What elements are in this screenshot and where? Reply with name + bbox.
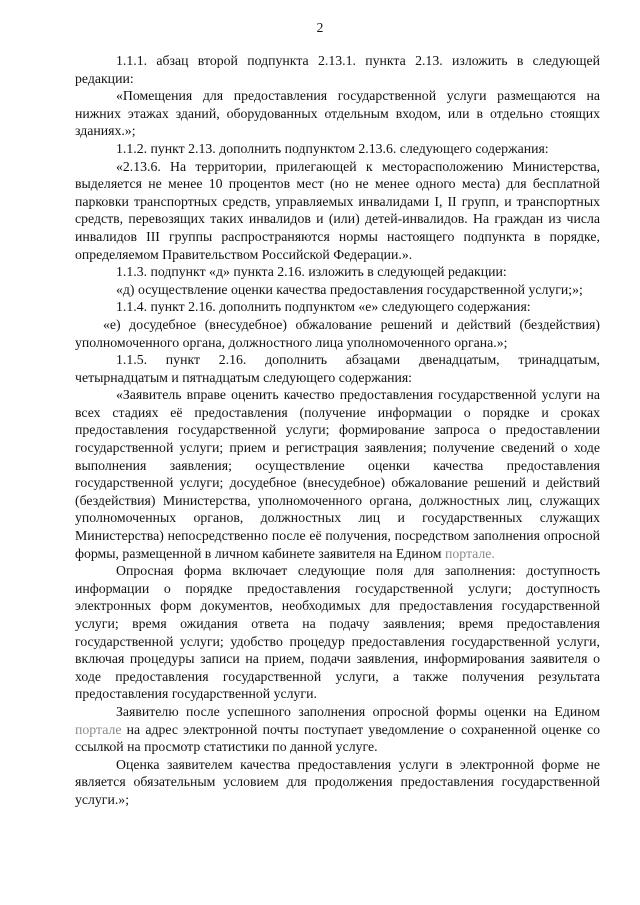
document-body bbox=[75, 52, 600, 809]
paragraph: «Помещения для предоставления государственной услуги размещаются на нижних этажах зданий, оборудованных отдельным входом, или в отдельно стоящих зданиях.»; bbox=[75, 88, 600, 139]
paragraph-text: Заявителю после успешного заполнения опросной формы оценки на Едином bbox=[116, 703, 600, 719]
paragraph: 1.1.2. пункт 2.13. дополнить подпунктом 2.13.6. следующего содержания: bbox=[116, 140, 549, 156]
paragraph: 1.1.4. пункт 2.16. дополнить подпунктом «е» следующего содержания: bbox=[116, 299, 531, 315]
page-number: 2 bbox=[316, 20, 324, 35]
paragraph: «2.13.6. На территории, прилегающей к месторасположению Министерства, выделяется не менее 10 процентов мест (но не менее одного места) для бесплатной парковки транспортных средств, управляемых инвалидами I, II групп, и транспортных средств, перевозящих таких инвалидов и (или) детей-инвалидов. На граждан из числа инвалидов III группы распространяются нормы настоящего подпункта в порядке, определяемом Правительством Российской Федерации.». bbox=[75, 158, 600, 262]
paragraph: 1.1.5. пункт 2.16. дополнить абзацами двенадцатым, тринадцатым, четырнадцатым и пятнадцатым следующего содержания: bbox=[75, 352, 600, 385]
paragraph-text: на адрес электронной почты поступает уведомление о сохраненной оценке со ссылкой на просмотр статистики по данной услуге. bbox=[75, 721, 601, 755]
faded-word: портале. bbox=[444, 545, 495, 561]
paragraph: 1.1.1. абзац второй подпункта 2.13.1. пункта 2.13. изложить в следующей редакции: bbox=[75, 53, 600, 86]
paragraph: Опросная форма включает следующие поля для заполнения: доступность информации о порядке предоставления государственной услуги; доступность электронных форм документов, необходимых для предоставления государственной услуги; время ожидания ответа на подачу заявления; время предоставления государственной услуги; удобство процедур предоставления государственной услуги, включая процедуры записи на прием, подачи заявления, информирования заявителя о ходе предоставления государственной услуги, а также получения результата предоставления государственной услуги. bbox=[75, 563, 600, 702]
paragraph-with-faded-word bbox=[75, 703, 600, 756]
paragraph: Оценка заявителем качества предоставления услуги в электронной форме не является обязательным условием для продолжения предоставления государственной услуги.»; bbox=[75, 756, 600, 807]
paragraph-with-faded-word bbox=[75, 386, 600, 562]
paragraph: 1.1.3. подпункт «д» пункта 2.16. изложить в следующей редакции: bbox=[116, 264, 507, 280]
paragraph: «е) досудебное (внесудебное) обжалование решений и действий (бездействия) уполномоченного органа, должностного лица уполномоченного органа.»; bbox=[75, 316, 600, 350]
faded-word: портале bbox=[75, 721, 122, 737]
paragraph-text: «Заявитель вправе оценить качество предоставления государственной услуги на всех стадиях её предоставления (получение информации о порядке и сроках предоставления государственной услуги; формирование запроса о предоставлении государственной услуги; прием и регистрация заявления; получение сведений о ходе выполнения заявления; осуществление оценки качества предоставления государственной услуги; досудебное (внесудебное) обжалование решений и действий (бездействия) Министерства, уполномоченного органа, должностных лиц, служащих уполномоченных органов, должностных лиц и государственных служащих Министерства) непосредственно после её получения, посредством заполнения опросной формы, размещенной в личном кабинете заявителя на Едином bbox=[75, 387, 600, 561]
paragraph: «д) осуществление оценки качества предоставления государственной услуги;»; bbox=[116, 281, 583, 297]
